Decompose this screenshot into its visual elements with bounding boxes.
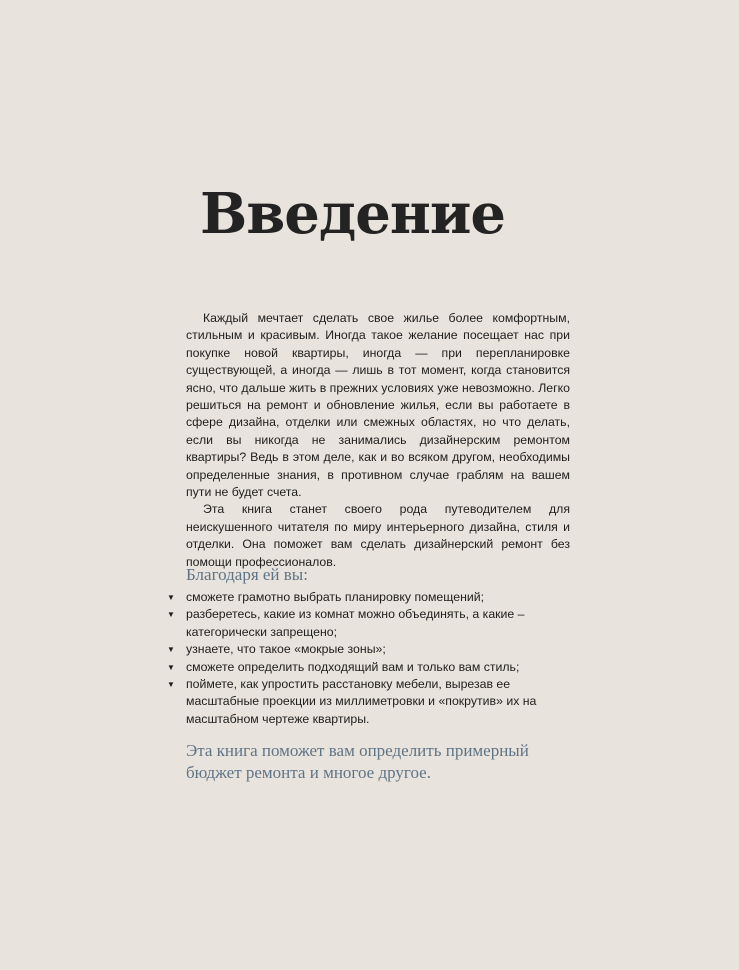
list-item — [167, 659, 576, 676]
intro-paragraph-1: Каждый мечтает сделать свое жилье более комфортным, стильным и красивым. Иногда такое желание посещает нас при покупке новой квартиры, иногда — при перепланировке существующей, а иногда — лишь в тот момент, когда становится ясно, что дальше жить в прежних условиях уже невозможно. Легко решиться на ремонт и обновление жилья, если вы работаете в сфере дизайна, отделки или смежных областях, но что делать, если вы никогда не занимались дизайнерским ремонтом квартиры? Ведь в этом деле, как и во всяком другом, необходимы определенные знания, в противном случае граблям на вашем пути не будет счета. — [186, 311, 570, 500]
list-item — [167, 676, 576, 728]
triangle-bullet-icon: ▼ — [167, 610, 175, 620]
list-item — [167, 641, 576, 658]
list-item-text: узнаете, что такое «мокрые зоны»; — [186, 642, 386, 657]
list-item-text: сможете грамотно выбрать планировку помещений; — [186, 590, 485, 604]
list-item — [167, 606, 576, 641]
list-item — [167, 589, 576, 606]
list-item-text: разберетесь, какие из комнат можно объединять, а какие – категорически запрещено; — [186, 607, 525, 639]
chapter-title: Введение — [200, 181, 505, 247]
benefits-heading: Благодаря ей вы: — [186, 565, 308, 584]
triangle-bullet-icon: ▼ — [167, 645, 175, 655]
intro-text — [186, 310, 570, 571]
triangle-bullet-icon: ▼ — [167, 662, 175, 672]
intro-paragraph-2: Эта книга станет своего рода путеводителем для неискушенного читателя по миру интерьерного дизайна, стиля и отделки. Она поможет вам сделать дизайнерский ремонт без помощи профессионалов. — [186, 502, 570, 569]
benefits-list — [167, 589, 576, 728]
list-item-text: сможете определить подходящий вам и только вам стиль; — [186, 659, 520, 674]
triangle-bullet-icon: ▼ — [167, 593, 175, 602]
closing-statement: Эта книга поможет вам определить примерный бюджет ремонта и многое другое. — [186, 741, 529, 782]
list-item-text: поймете, как упростить расстановку мебели, вырезав ее масштабные проекции из миллиметровки и «покрутив» их на масштабном чертеже квартиры. — [186, 677, 537, 726]
triangle-bullet-icon: ▼ — [167, 680, 175, 690]
